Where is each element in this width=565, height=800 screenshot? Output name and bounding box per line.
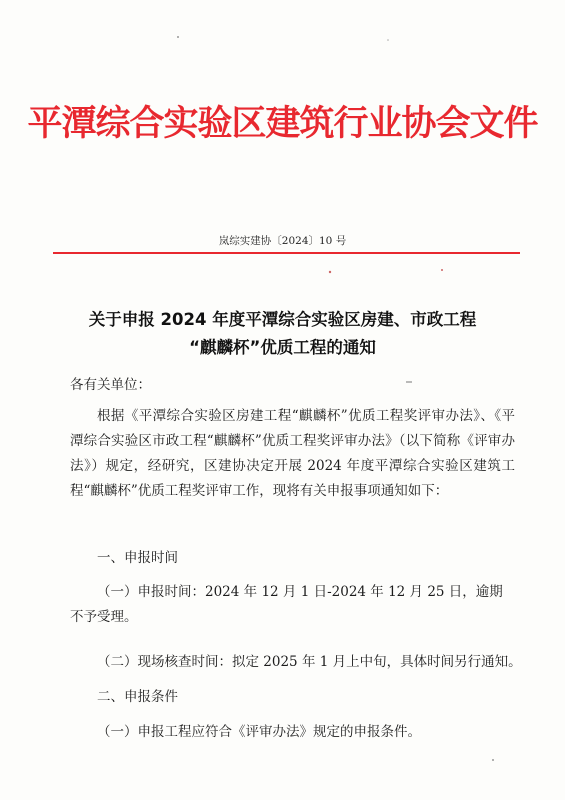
item-2-1: （一）申报工程应符合《评审办法》规定的申报条件。	[97, 724, 421, 740]
document-number: 岚综实建协〔2024〕10 号	[218, 235, 347, 247]
org-header-title: 平潭综合实验区建筑行业协会文件	[27, 103, 538, 144]
notice-title-line-2: “麒麟杯”优质工程的通知	[189, 338, 376, 357]
section-1-heading: 一、申报时间	[97, 550, 178, 566]
salutation: 各有关单位：	[70, 377, 151, 393]
intro-paragraph: 根据《平潭综合实验区房建工程“麒麟杯”优质工程奖评审办法》、《平潭综合实验区市政工程“麒麟杯”优质工程奖评审办法》（以下简称《评审办法》）规定，经研究，区建协决定开展 2024 年度平潭综合实验区建筑工程“麒麟杯”优质工程奖评审工作，现将有关申报事项通知如下：	[70, 408, 515, 499]
header-red-rule	[53, 252, 520, 254]
item-1-2: （二）现场核查时间：拟定 2025 年 1 月上中旬，具体时间另行通知。	[97, 654, 522, 670]
section-2-heading: 二、申报条件	[97, 689, 178, 705]
notice-title-line-1: 关于申报 2024 年度平潭综合实验区房建、市政工程	[88, 310, 477, 329]
item-1-1: （一）申报时间：2024 年 12 月 1 日-2024 年 12 月 25 日，逾期不予受理。	[70, 584, 503, 625]
